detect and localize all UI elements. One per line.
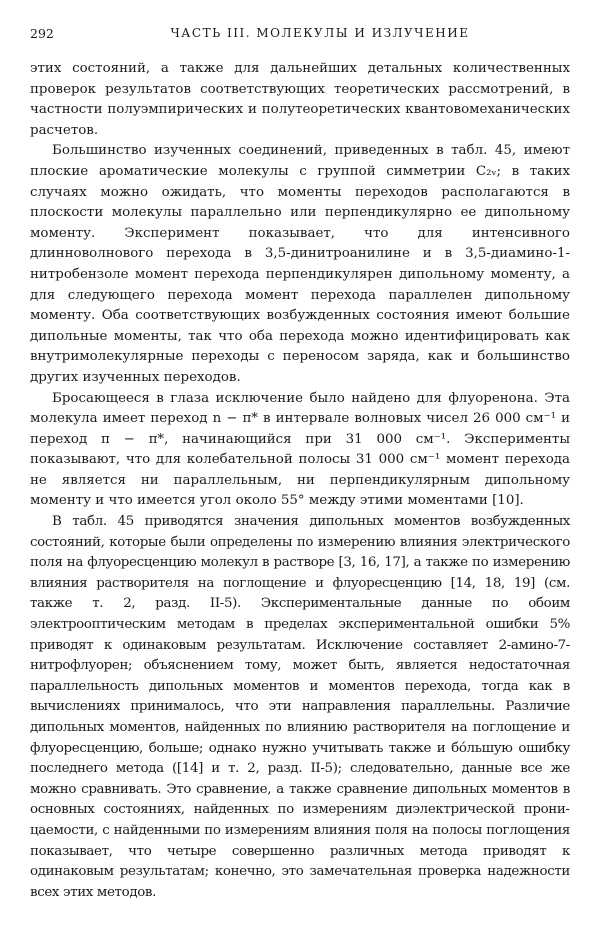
body-text <box>30 59 570 903</box>
paragraph: Большинство изученных соединений, приведенных в табл. 45, имеют плоские ароматические молекулы с группой симметрии C₂ᵥ; в таких случаях можно ожидать, что моменты переходов располагаются в плоскости молекулы параллельно или перпендикулярно ее дипольному моменту. Эксперимент показывает, что для интенсивного длинноволнового перехода в 3,5-динитроанилине и в 3,5-диамино-1-нитробензоле момент перехода перпендикулярен дипольному моменту, а для следующего перехода момент перехода параллелен дипольному моменту. Оба соответствующих возбужденных состояния имеют большие дипольные моменты, так что оба перехода можно идентифицировать как внутримолекулярные переходы с переносом заряда, как и большинство других изученных переходов. <box>30 143 570 385</box>
page-number: 292 <box>30 26 54 41</box>
paragraph: Бросающееся в глаза исключение было найдено для флуоренона. Эта молекула имеет переход n − π* в интервале волновых чисел 26 000 см⁻¹ и переход π − π*, начинающийся при 31 000 см⁻¹. Эксперименты показывают, что для колебательной полосы 31 000 см⁻¹ момент перехода не является ни параллельным, ни перпендикулярным дипольному моменту и что имеется угол около 55° между этими моментами [10]. <box>30 390 570 509</box>
page-header <box>30 26 570 46</box>
running-head: ЧАСТЬ III. МОЛЕКУЛЫ И ИЗЛУЧЕНИЕ <box>170 26 470 40</box>
paragraph-continuation: этих состояний, а также для дальнейших детальных количественных проверок результатов соответствующих теоретических рассмотрений, в частности полуэмпирических и полутеоретических квантовомеханических расчетов. <box>30 61 570 138</box>
paragraph: В табл. 45 приводятся значения дипольных моментов возбужденных состояний, которые были определены по измерению влияния электрического поля на флуоресценцию молекул в растворе [3, 16, 17], а также по измерению влияния растворителя на поглощение и флуоресценцию [14, 18, 19] (см. также т. 2, разд. II-5). Экспериментальные данные по обоим электрооптическим методам в пределах экспериментальной ошибки 5% приводят к одинаковым результатам. Исключение составляет 2-амино-7-нитрофлуорен; объяснением тому, может быть, является недостаточная параллельность дипольных моментов и моментов перехода, тогда как в вычислениях принималось, что эти направления параллельны. Различие дипольных моментов, найденных по влиянию растворителя на поглощение и флуоресценцию, больше; однако нужно учитывать также и бо́льшую ошибку последнего метода ([14] и т. 2, разд. II-5); следовательно, данные все же можно сравнивать. Это сравнение, а также сравнение дипольных моментов в основных состояниях, найденных по измерениям диэлектрической проницаемости, с найденными по измерениям влияния поля на полосы поглощения показывает, что четыре совершенно различных метода приводят к одинаковым результатам; конечно, это замечательная проверка надежности всех этих методов. <box>30 514 570 900</box>
